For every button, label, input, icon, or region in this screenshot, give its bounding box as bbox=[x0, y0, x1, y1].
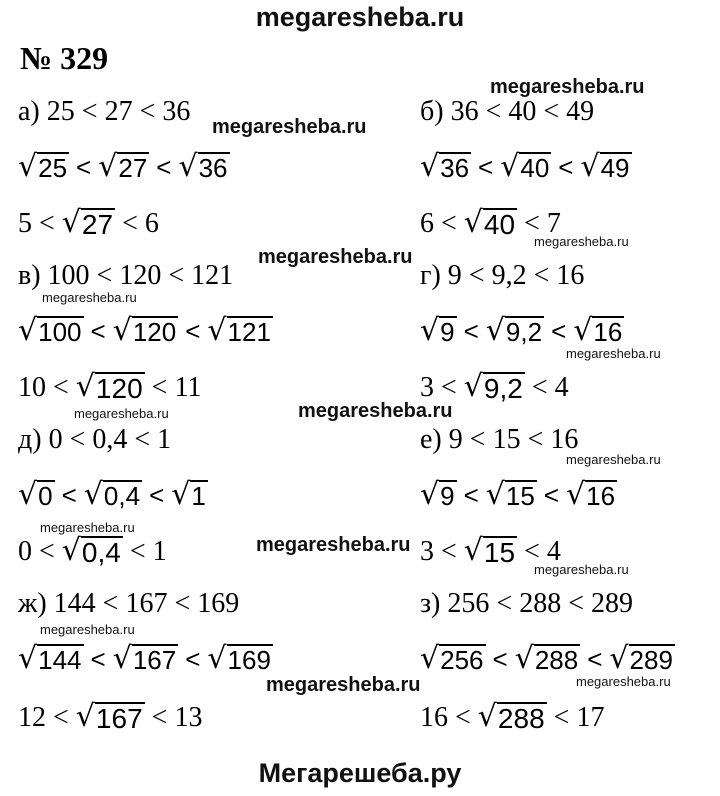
square-root bbox=[178, 149, 229, 184]
watermark-text: megaresheba.ru bbox=[42, 290, 137, 305]
square-root bbox=[75, 369, 145, 405]
radicand: 288 bbox=[534, 645, 579, 675]
square-root bbox=[61, 533, 123, 569]
math-term: 7 bbox=[546, 208, 561, 239]
less-than-sign: < bbox=[543, 480, 560, 510]
less-than-sign: < bbox=[151, 702, 168, 733]
math-term: 6 bbox=[420, 208, 434, 239]
less-than-sign: < bbox=[441, 536, 457, 567]
less-than-sign: < bbox=[96, 260, 113, 291]
less-than-sign: < bbox=[168, 260, 185, 291]
square-root bbox=[463, 369, 525, 405]
radical-sign-icon: √ bbox=[61, 205, 81, 240]
radical-sign-icon: √ bbox=[18, 477, 38, 512]
site-header-title: megaresheba.ru bbox=[255, 2, 465, 32]
watermark-text: megaresheba.ru bbox=[40, 520, 135, 535]
radicand: 15 bbox=[483, 537, 516, 568]
math-line bbox=[420, 477, 617, 512]
less-than-sign: < bbox=[485, 96, 502, 127]
radicand: 100 bbox=[38, 317, 82, 347]
less-than-sign: < bbox=[496, 588, 513, 619]
math-term: 11 bbox=[174, 372, 202, 403]
square-root bbox=[61, 205, 115, 241]
radical-sign-icon: √ bbox=[500, 149, 520, 184]
less-than-sign: < bbox=[558, 152, 574, 182]
less-than-sign: < bbox=[185, 316, 201, 346]
square-root bbox=[500, 149, 551, 184]
less-than-sign: < bbox=[151, 372, 168, 403]
square-root bbox=[171, 477, 208, 512]
math-term: 167 bbox=[125, 588, 168, 619]
radicand: 9 bbox=[440, 317, 455, 347]
less-than-sign: < bbox=[76, 152, 92, 182]
radicand: 36 bbox=[198, 153, 228, 183]
watermark-text: megaresheba.ru bbox=[74, 406, 169, 421]
radical-sign-icon: √ bbox=[420, 313, 440, 348]
math-line bbox=[420, 424, 578, 456]
less-than-sign: < bbox=[174, 588, 191, 619]
math-term: 169 bbox=[197, 588, 240, 619]
math-term: 16 bbox=[556, 260, 585, 291]
radical-sign-icon: √ bbox=[420, 149, 440, 184]
less-than-sign: < bbox=[524, 208, 540, 239]
math-line bbox=[18, 699, 203, 735]
square-root bbox=[609, 641, 675, 676]
math-term: 9,2 bbox=[491, 260, 527, 291]
math-term: 3 bbox=[420, 536, 434, 567]
watermark-text: megaresheba.ru bbox=[534, 234, 629, 249]
radicand: 25 bbox=[38, 153, 68, 183]
watermark-text: megaresheba.ru bbox=[576, 674, 671, 689]
math-line bbox=[18, 588, 239, 620]
less-than-sign: < bbox=[531, 372, 548, 403]
less-than-sign: < bbox=[568, 588, 584, 619]
math-term: а) 25 bbox=[18, 96, 75, 127]
math-term: г) 9 bbox=[420, 260, 462, 291]
less-than-sign: < bbox=[102, 588, 119, 619]
math-line bbox=[18, 369, 202, 405]
square-root bbox=[83, 477, 142, 512]
square-root bbox=[477, 699, 547, 735]
square-root bbox=[207, 641, 273, 676]
square-root bbox=[580, 149, 631, 184]
square-root bbox=[18, 477, 55, 512]
square-root bbox=[98, 149, 149, 184]
math-term: 4 bbox=[554, 372, 569, 403]
square-root bbox=[18, 149, 69, 184]
radical-sign-icon: √ bbox=[514, 641, 534, 676]
math-line bbox=[420, 641, 675, 676]
radical-sign-icon: √ bbox=[573, 313, 593, 348]
math-line bbox=[420, 260, 584, 292]
radicand: 288 bbox=[497, 703, 545, 734]
radicand: 120 bbox=[132, 317, 177, 347]
radical-sign-icon: √ bbox=[75, 699, 95, 734]
square-root bbox=[463, 533, 517, 569]
watermark-text: megaresheba.ru bbox=[566, 346, 661, 361]
radical-sign-icon: √ bbox=[171, 477, 191, 512]
radical-sign-icon: √ bbox=[580, 149, 600, 184]
square-root bbox=[18, 313, 84, 348]
less-than-sign: < bbox=[543, 96, 560, 127]
radical-sign-icon: √ bbox=[75, 369, 95, 404]
math-line bbox=[18, 477, 208, 512]
math-line bbox=[18, 533, 167, 569]
math-term: 49 bbox=[566, 96, 595, 127]
less-than-sign: < bbox=[478, 152, 494, 182]
less-than-sign: < bbox=[527, 424, 544, 455]
less-than-sign: < bbox=[90, 644, 106, 674]
radical-sign-icon: √ bbox=[112, 641, 132, 676]
math-line bbox=[420, 149, 632, 184]
less-than-sign: < bbox=[463, 480, 479, 510]
radicand: 36 bbox=[440, 153, 470, 183]
math-term: 13 bbox=[174, 702, 203, 733]
math-line bbox=[18, 313, 273, 348]
square-root bbox=[420, 477, 457, 512]
watermark-text: megaresheba.ru bbox=[40, 622, 135, 637]
radical-sign-icon: √ bbox=[178, 149, 198, 184]
radical-sign-icon: √ bbox=[609, 641, 629, 676]
radical-sign-icon: √ bbox=[207, 641, 227, 676]
math-term: д) 0 bbox=[18, 424, 63, 455]
less-than-sign: < bbox=[122, 208, 138, 239]
less-than-sign: < bbox=[455, 702, 471, 733]
math-term: 1 bbox=[152, 536, 167, 567]
radicand: 0,4 bbox=[81, 537, 121, 568]
math-term: 27 bbox=[104, 96, 133, 127]
square-root bbox=[112, 313, 179, 348]
less-than-sign: < bbox=[53, 702, 69, 733]
square-root bbox=[463, 205, 517, 241]
less-than-sign: < bbox=[492, 644, 508, 674]
math-term: е) 9 bbox=[420, 424, 463, 455]
watermark-text: megaresheba.ru bbox=[490, 76, 645, 98]
math-line bbox=[18, 96, 190, 128]
math-term: 40 bbox=[508, 96, 537, 127]
math-term: 12 bbox=[18, 702, 46, 733]
math-term: 289 bbox=[590, 588, 633, 619]
radical-sign-icon: √ bbox=[463, 369, 483, 404]
radicand: 0 bbox=[38, 481, 53, 511]
watermark-text: megaresheba.ru bbox=[256, 534, 411, 556]
square-root bbox=[18, 641, 84, 676]
radicand: 40 bbox=[483, 209, 516, 240]
square-root bbox=[485, 313, 544, 348]
square-root bbox=[420, 149, 471, 184]
radical-sign-icon: √ bbox=[83, 477, 103, 512]
less-than-sign: < bbox=[524, 536, 540, 567]
radicand: 169 bbox=[227, 645, 271, 675]
radical-sign-icon: √ bbox=[485, 477, 505, 512]
radical-sign-icon: √ bbox=[98, 149, 118, 184]
math-term: 16 bbox=[550, 424, 579, 455]
math-term: 0,4 bbox=[92, 424, 128, 455]
square-root bbox=[573, 313, 624, 348]
watermark-text: megaresheba.ru bbox=[212, 116, 367, 138]
square-root bbox=[485, 477, 537, 512]
math-line bbox=[420, 588, 633, 620]
radical-sign-icon: √ bbox=[420, 477, 440, 512]
radicand: 121 bbox=[227, 317, 271, 347]
less-than-sign: < bbox=[587, 644, 603, 674]
less-than-sign: < bbox=[69, 424, 86, 455]
less-than-sign: < bbox=[551, 316, 567, 346]
math-term: 16 bbox=[420, 702, 448, 733]
math-line bbox=[18, 424, 171, 456]
radicand: 49 bbox=[600, 153, 630, 183]
less-than-sign: < bbox=[39, 208, 55, 239]
less-than-sign: < bbox=[468, 260, 485, 291]
radicand: 289 bbox=[629, 645, 673, 675]
radical-sign-icon: √ bbox=[207, 313, 227, 348]
less-than-sign: < bbox=[53, 372, 69, 403]
radical-sign-icon: √ bbox=[61, 533, 81, 568]
radical-sign-icon: √ bbox=[18, 641, 38, 676]
less-than-sign: < bbox=[156, 152, 172, 182]
radicand: 144 bbox=[38, 645, 82, 675]
radicand: 16 bbox=[593, 317, 623, 347]
math-line bbox=[420, 313, 624, 348]
math-term: 10 bbox=[18, 372, 46, 403]
less-than-sign: < bbox=[90, 316, 106, 346]
math-term: 5 bbox=[18, 208, 32, 239]
radical-sign-icon: √ bbox=[420, 641, 440, 676]
radicand: 9,2 bbox=[505, 317, 543, 347]
math-term: з) 256 bbox=[420, 588, 490, 619]
math-term: 120 bbox=[119, 260, 162, 291]
less-than-sign: < bbox=[469, 424, 486, 455]
math-term: 3 bbox=[420, 372, 434, 403]
watermark-text: megaresheba.ru bbox=[534, 562, 629, 577]
square-root bbox=[112, 641, 179, 676]
radicand: 120 bbox=[95, 373, 143, 404]
less-than-sign: < bbox=[441, 208, 457, 239]
math-line bbox=[18, 205, 159, 241]
less-than-sign: < bbox=[129, 536, 146, 567]
math-term: 0 bbox=[18, 536, 32, 567]
watermark-text: megaresheba.ru bbox=[298, 400, 453, 422]
math-line bbox=[420, 699, 605, 735]
less-than-sign: < bbox=[185, 644, 201, 674]
square-root bbox=[420, 641, 486, 676]
radical-sign-icon: √ bbox=[463, 205, 483, 240]
math-term: 288 bbox=[519, 588, 562, 619]
radicand: 9,2 bbox=[483, 373, 523, 404]
math-line bbox=[18, 260, 233, 292]
math-line bbox=[420, 96, 594, 128]
radicand: 27 bbox=[81, 209, 114, 240]
square-root bbox=[207, 313, 273, 348]
less-than-sign: < bbox=[553, 702, 570, 733]
watermark-text: megaresheba.ru bbox=[566, 452, 661, 467]
radical-sign-icon: √ bbox=[112, 313, 132, 348]
radical-sign-icon: √ bbox=[485, 313, 505, 348]
radicand: 27 bbox=[118, 153, 148, 183]
less-than-sign: < bbox=[61, 480, 77, 510]
radicand: 0,4 bbox=[103, 481, 141, 511]
watermark-text: megaresheba.ru bbox=[258, 246, 413, 268]
radicand: 40 bbox=[520, 153, 550, 183]
radicand: 9 bbox=[440, 481, 455, 511]
site-footer-title: Мегарешеба.ру bbox=[258, 758, 462, 788]
less-than-sign: < bbox=[39, 536, 55, 567]
math-term: б) 36 bbox=[420, 96, 479, 127]
radicand: 167 bbox=[95, 703, 143, 734]
math-term: 17 bbox=[576, 702, 605, 733]
radical-sign-icon: √ bbox=[18, 149, 38, 184]
radicand: 16 bbox=[586, 481, 616, 511]
math-term: в) 100 bbox=[18, 260, 90, 291]
less-than-sign: < bbox=[533, 260, 550, 291]
radicand: 167 bbox=[132, 645, 177, 675]
radical-sign-icon: √ bbox=[477, 699, 497, 734]
problem-number: № 329 bbox=[20, 40, 109, 76]
less-than-sign: < bbox=[149, 480, 165, 510]
math-term: 4 bbox=[546, 536, 561, 567]
less-than-sign: < bbox=[463, 316, 479, 346]
math-term: 36 bbox=[162, 96, 191, 127]
math-term: 121 bbox=[191, 260, 234, 291]
radicand: 15 bbox=[505, 481, 535, 511]
radical-sign-icon: √ bbox=[18, 313, 38, 348]
watermark-text: megaresheba.ru bbox=[266, 674, 421, 696]
radical-sign-icon: √ bbox=[463, 533, 483, 568]
math-line bbox=[18, 149, 230, 184]
square-root bbox=[75, 699, 145, 735]
less-than-sign: < bbox=[441, 372, 457, 403]
math-term: 15 bbox=[492, 424, 521, 455]
radical-sign-icon: √ bbox=[566, 477, 586, 512]
math-line bbox=[18, 641, 273, 676]
less-than-sign: < bbox=[81, 96, 98, 127]
radicand: 1 bbox=[191, 481, 206, 511]
less-than-sign: < bbox=[134, 424, 151, 455]
square-root bbox=[420, 313, 457, 348]
math-term: 1 bbox=[157, 424, 172, 455]
math-term: 6 bbox=[144, 208, 159, 239]
less-than-sign: < bbox=[139, 96, 156, 127]
square-root bbox=[566, 477, 617, 512]
math-term: ж) 144 bbox=[18, 588, 96, 619]
square-root bbox=[514, 641, 581, 676]
radicand: 256 bbox=[440, 645, 484, 675]
